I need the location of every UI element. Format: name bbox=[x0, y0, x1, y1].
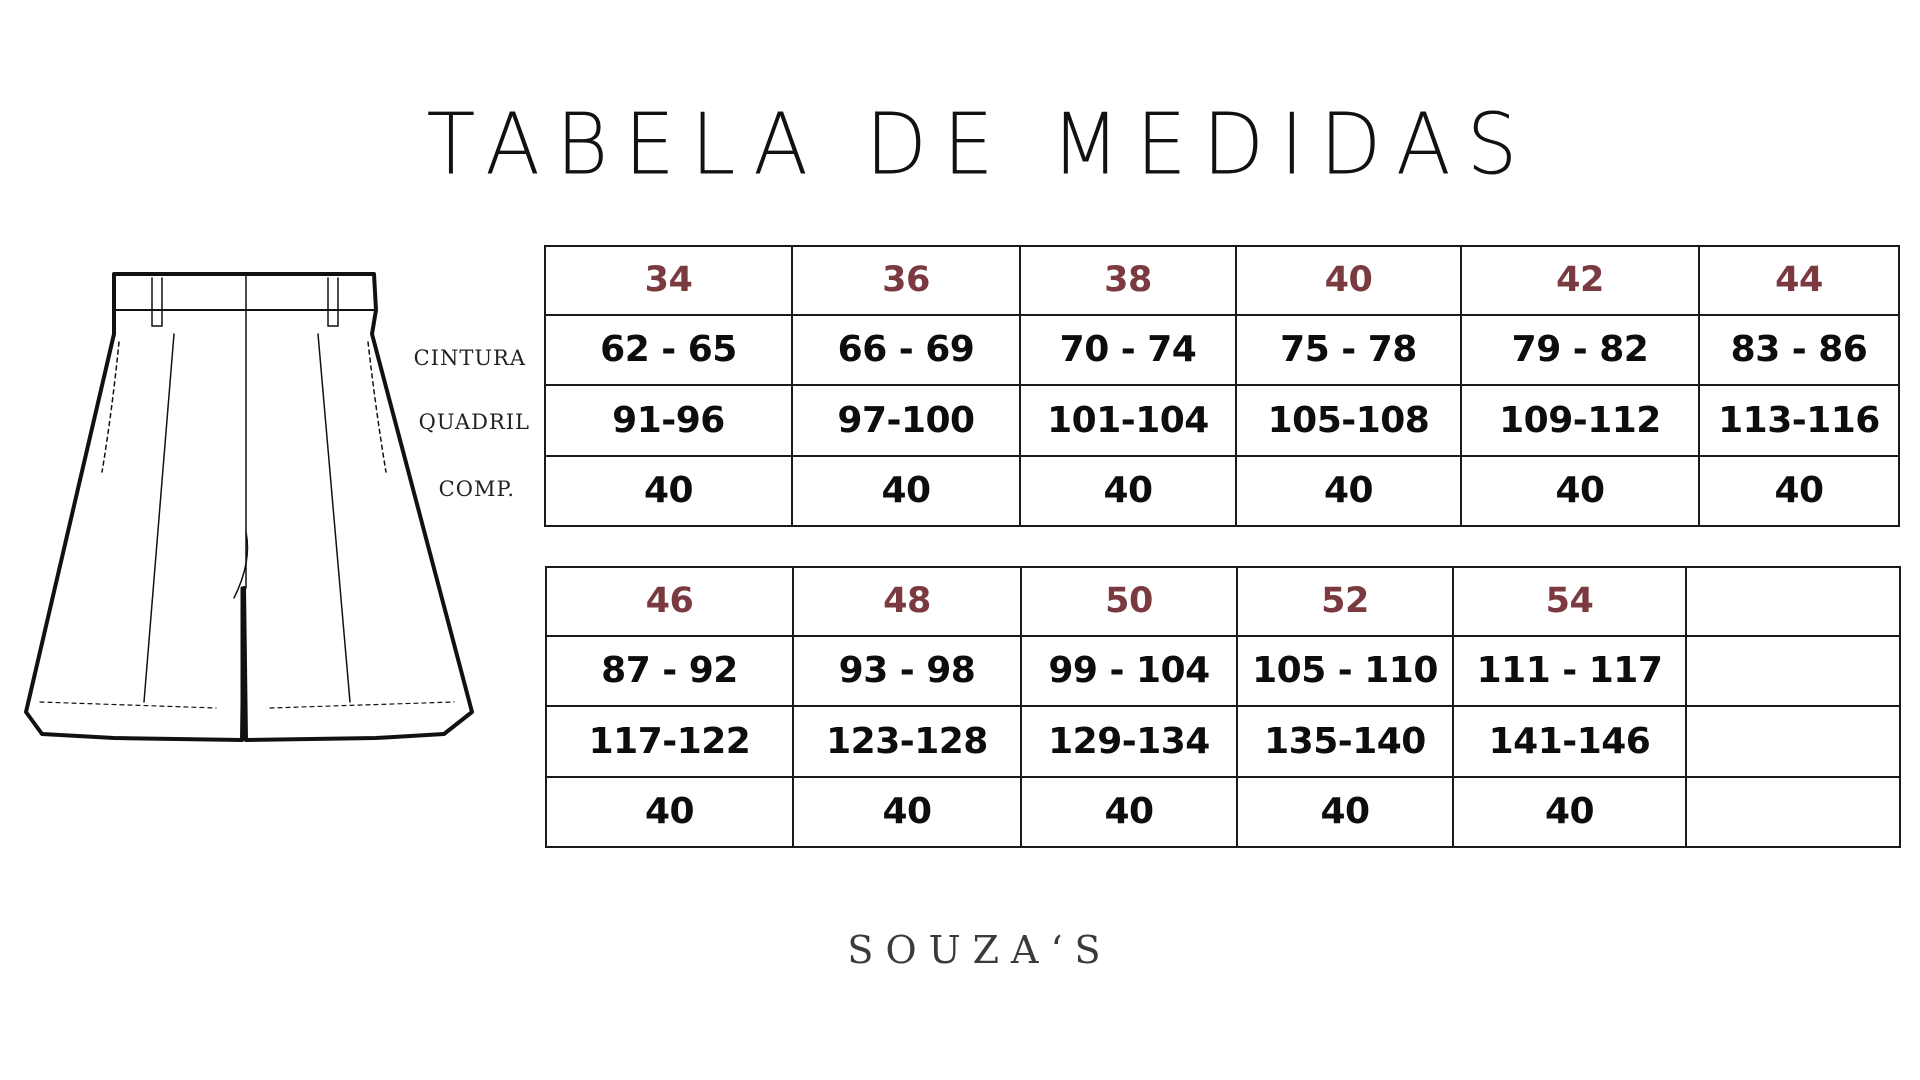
size-table-1 bbox=[544, 245, 1900, 527]
table-row-comp bbox=[546, 777, 1900, 847]
size-cell: 48 bbox=[793, 567, 1021, 636]
size-cell: 36 bbox=[792, 246, 1020, 315]
quadril-cell: 91-96 bbox=[545, 385, 792, 455]
size-cell: 38 bbox=[1020, 246, 1236, 315]
table-row-cintura bbox=[545, 315, 1899, 385]
row-label-cintura: CINTURA bbox=[413, 346, 526, 370]
cintura-cell: 111 - 117 bbox=[1453, 636, 1686, 706]
comp-cell: 40 bbox=[1461, 456, 1699, 526]
row-label-quadril: QUADRIL bbox=[418, 410, 530, 434]
comp-cell: 40 bbox=[793, 777, 1021, 847]
comp-cell: 40 bbox=[1453, 777, 1686, 847]
quadril-cell: 123-128 bbox=[793, 706, 1021, 776]
size-cell: 46 bbox=[546, 567, 793, 636]
comp-cell: 40 bbox=[1020, 456, 1236, 526]
table-row-sizes bbox=[546, 567, 1900, 636]
comp-cell: 40 bbox=[792, 456, 1020, 526]
quadril-cell: 97-100 bbox=[792, 385, 1020, 455]
comp-cell: 40 bbox=[545, 456, 792, 526]
table-row-cintura bbox=[546, 636, 1900, 706]
cintura-cell: 93 - 98 bbox=[793, 636, 1021, 706]
quadril-cell: 109-112 bbox=[1461, 385, 1699, 455]
size-cell: 50 bbox=[1021, 567, 1237, 636]
cintura-cell: 79 - 82 bbox=[1461, 315, 1699, 385]
comp-cell: 40 bbox=[1699, 456, 1899, 526]
quadril-cell: 135-140 bbox=[1237, 706, 1453, 776]
cintura-cell: 66 - 69 bbox=[792, 315, 1020, 385]
table-row-sizes bbox=[545, 246, 1899, 315]
table-row-quadril bbox=[545, 385, 1899, 455]
page-title: TABELA DE MEDIDAS bbox=[426, 95, 1534, 194]
comp-cell: 40 bbox=[546, 777, 793, 847]
quadril-cell: 113-116 bbox=[1699, 385, 1899, 455]
size-cell: 54 bbox=[1453, 567, 1686, 636]
quadril-cell: 101-104 bbox=[1020, 385, 1236, 455]
cintura-cell: 105 - 110 bbox=[1237, 636, 1453, 706]
quadril-cell: 105-108 bbox=[1236, 385, 1461, 455]
cintura-cell: 83 - 86 bbox=[1699, 315, 1899, 385]
cintura-cell: 62 - 65 bbox=[545, 315, 792, 385]
size-cell: 42 bbox=[1461, 246, 1699, 315]
comp-cell: 40 bbox=[1237, 777, 1453, 847]
quadril-cell-empty bbox=[1686, 706, 1900, 776]
comp-cell-empty bbox=[1686, 777, 1900, 847]
brand-name: SOUZA‘S bbox=[847, 928, 1113, 972]
quadril-cell: 117-122 bbox=[546, 706, 793, 776]
comp-cell: 40 bbox=[1021, 777, 1237, 847]
comp-cell: 40 bbox=[1236, 456, 1461, 526]
cintura-cell: 75 - 78 bbox=[1236, 315, 1461, 385]
cintura-cell-empty bbox=[1686, 636, 1900, 706]
quadril-cell: 141-146 bbox=[1453, 706, 1686, 776]
size-cell-empty bbox=[1686, 567, 1900, 636]
size-table-2 bbox=[545, 566, 1901, 848]
table-row-comp bbox=[545, 456, 1899, 526]
size-cell: 44 bbox=[1699, 246, 1899, 315]
size-cell: 34 bbox=[545, 246, 792, 315]
cintura-cell: 87 - 92 bbox=[546, 636, 793, 706]
row-label-comp: COMP. bbox=[438, 477, 515, 501]
quadril-cell: 129-134 bbox=[1021, 706, 1237, 776]
cintura-cell: 70 - 74 bbox=[1020, 315, 1236, 385]
size-cell: 52 bbox=[1237, 567, 1453, 636]
size-cell: 40 bbox=[1236, 246, 1461, 315]
table-row-quadril bbox=[546, 706, 1900, 776]
cintura-cell: 99 - 104 bbox=[1021, 636, 1237, 706]
shorts-icon bbox=[24, 262, 474, 752]
